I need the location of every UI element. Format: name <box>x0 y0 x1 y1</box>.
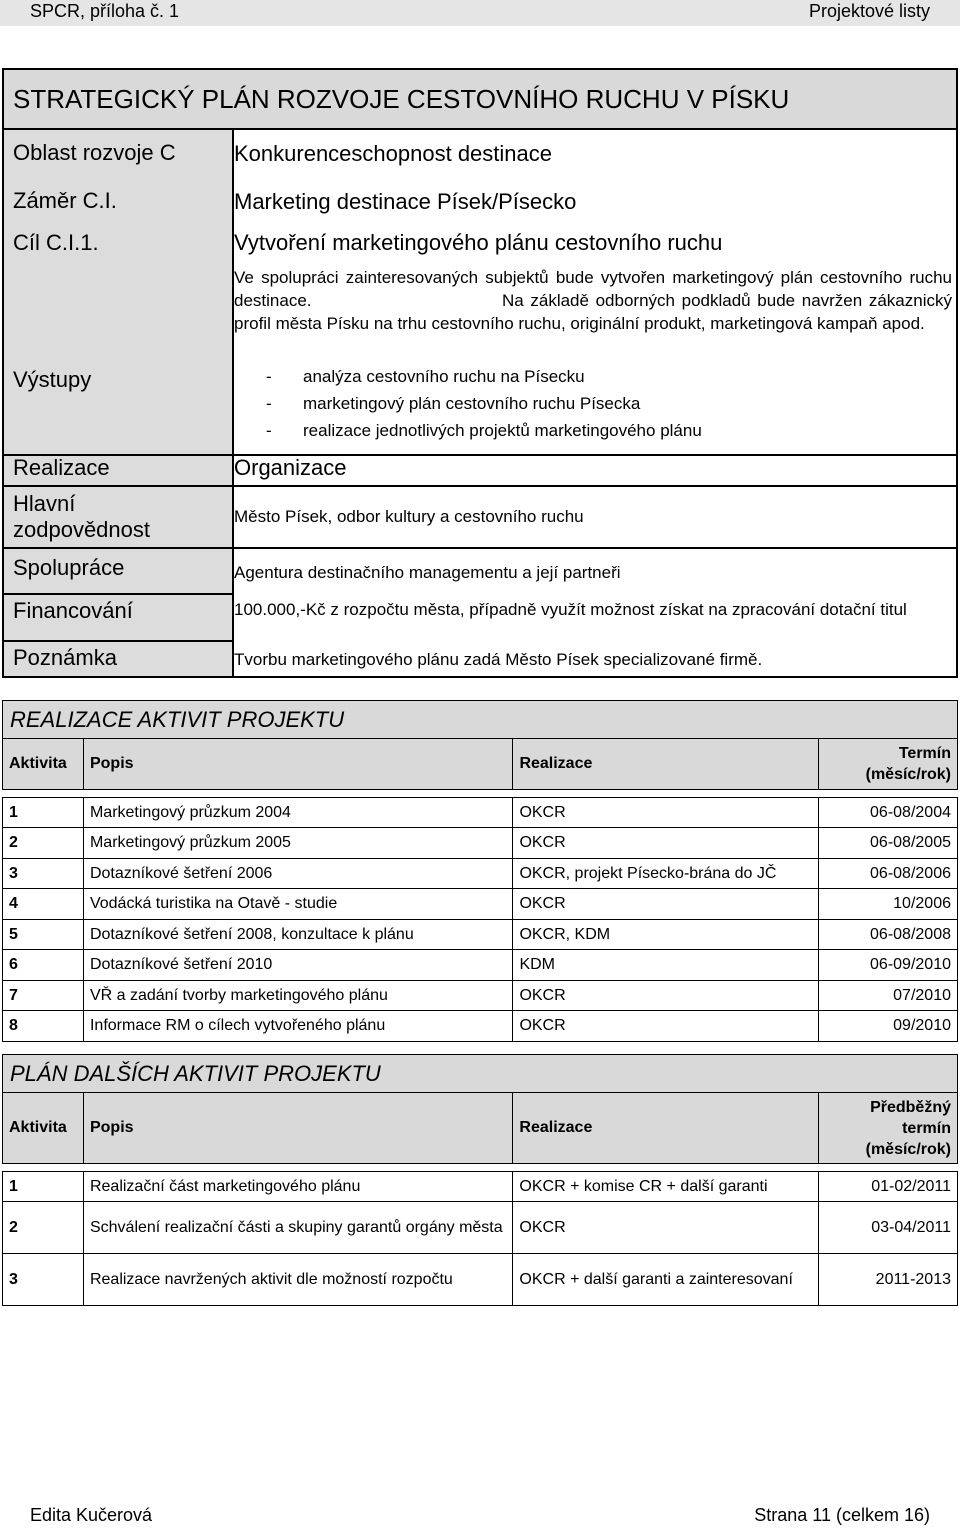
table-row <box>3 1172 958 1202</box>
row-number: 8 <box>3 1011 84 1042</box>
row-popis: Marketingový průzkum 2004 <box>83 798 512 828</box>
header-termin: Termín (měsíc/rok) <box>819 739 958 790</box>
label-cil: Cíl C.I.1. <box>13 230 99 255</box>
label-realizace: Realizace <box>13 455 110 480</box>
header-aktivita: Aktivita <box>3 739 84 790</box>
row-popis: Informace RM o cílech vytvořeného plánu <box>83 1011 512 1042</box>
project-sheet <box>2 68 958 678</box>
row-number: 7 <box>3 981 84 1011</box>
label-oblast: Oblast rozvoje C <box>13 140 176 165</box>
table-row <box>3 798 958 828</box>
value-cil: Vytvoření marketingového plánu cestovního ruchu <box>234 230 723 255</box>
row-termin: 06-08/2008 <box>819 920 958 950</box>
row-termin: 09/2010 <box>819 1011 958 1042</box>
row-realizace: KDM <box>513 950 819 981</box>
output-dash: - <box>266 394 272 413</box>
row-realizace: OKCR, KDM <box>513 920 819 950</box>
table-row <box>3 859 958 889</box>
value-realizace: Organizace <box>234 455 347 480</box>
value-poznamka: Tvorbu marketingového plánu zadá Město Písek specializované firmě. <box>234 650 763 669</box>
value-oblast: Konkurenceschopnost destinace <box>234 141 552 166</box>
row-popis: Marketingový průzkum 2005 <box>83 828 512 859</box>
value-hlavni-zodpovednost: Město Písek, odbor kultury a cestovního ruchu <box>234 507 584 526</box>
header-left: SPCR, příloha č. 1 <box>30 1 180 21</box>
row-realizace: OKCR + komise CR + další garanti <box>513 1172 819 1202</box>
table-row <box>3 1254 958 1306</box>
label-zamer: Záměr C.I. <box>13 188 117 213</box>
divider-realizace <box>4 454 956 456</box>
row-realizace: OKCR <box>513 798 819 828</box>
row-number: 4 <box>3 889 84 920</box>
row-realizace: OKCR <box>513 828 819 859</box>
row-popis: Dotazníkové šetření 2008, konzultace k plánu <box>83 920 512 950</box>
row-realizace: OKCR <box>513 889 819 920</box>
header-termin: Předběžný termín (měsíc/rok) <box>819 1093 958 1164</box>
label-financovani: Financování <box>13 598 133 623</box>
output-text: analýza cestovního ruchu na Písecku <box>303 367 585 386</box>
activities-table <box>2 700 958 1042</box>
table-row <box>3 950 958 981</box>
row-number: 5 <box>3 920 84 950</box>
divider-financovani <box>4 593 232 595</box>
row-number: 2 <box>3 1202 84 1254</box>
header-right: Projektové listy <box>808 1 930 21</box>
row-termin: 10/2006 <box>819 889 958 920</box>
label-hlavni-zodpovednost: Hlavní zodpovědnost <box>13 491 150 542</box>
header-realizace: Realizace <box>513 739 819 790</box>
table-row <box>3 981 958 1011</box>
plan-caption: PLÁN DALŠÍCH AKTIVIT PROJEKTU <box>3 1055 958 1093</box>
row-termin: 06-08/2006 <box>819 859 958 889</box>
row-termin: 2011-2013 <box>819 1254 958 1306</box>
running-header <box>0 0 960 26</box>
cil-description-1: Ve spolupráci zainteresovaných subjektů bude vytvořen marketingový plán cestovního ruchu destinace. <box>234 268 952 310</box>
label-vystupy: Výstupy <box>13 367 92 392</box>
row-termin: 01-02/2011 <box>819 1172 958 1202</box>
plan-table <box>2 1054 958 1306</box>
spacer-row <box>3 790 958 798</box>
divider-hlavni <box>4 485 956 487</box>
footer-page-number: Strana 11 (celkem 16) <box>754 1505 930 1525</box>
activities-caption: REALIZACE AKTIVIT PROJEKTU <box>3 701 958 739</box>
table-row <box>3 828 958 859</box>
row-termin: 06-09/2010 <box>819 950 958 981</box>
row-termin: 06-08/2005 <box>819 828 958 859</box>
output-dash: - <box>266 367 272 386</box>
cil-description-2: Na základě odborných podkladů bude navržen zákaznický profil města Písku na trhu cestovního ruchu, originální produkt, marketingová kampaň apod. <box>234 291 952 333</box>
row-popis: Schválení realizační části a skupiny garantů orgány města <box>83 1202 512 1254</box>
row-popis: Dotazníkové šetření 2010 <box>83 950 512 981</box>
row-popis: Vodácká turistika na Otavě - studie <box>83 889 512 920</box>
header-popis: Popis <box>83 1093 512 1164</box>
sheet-title: STRATEGICKÝ PLÁN ROZVOJE CESTOVNÍHO RUCHU V PÍSKU <box>13 84 790 114</box>
row-termin: 07/2010 <box>819 981 958 1011</box>
output-dash: - <box>266 421 272 440</box>
spacer-row <box>3 1164 958 1172</box>
row-number: 1 <box>3 1172 84 1202</box>
row-number: 6 <box>3 950 84 981</box>
value-financovani: 100.000,-Kč z rozpočtu města, případně využít možnost získat na zpracování dotační titul <box>234 600 907 619</box>
table-row <box>3 889 958 920</box>
output-text: realizace jednotlivých projektů marketingového plánu <box>303 421 702 440</box>
value-zamer: Marketing destinace Písek/Písecko <box>234 189 577 214</box>
row-number: 3 <box>3 1254 84 1306</box>
header-aktivita: Aktivita <box>3 1093 84 1164</box>
row-popis: Realizační část marketingového plánu <box>83 1172 512 1202</box>
value-spoluprace: Agentura destinačního managementu a její partneři <box>234 563 621 582</box>
row-termin: 03-04/2011 <box>819 1202 958 1254</box>
row-popis: Realizace navržených aktivit dle možností rozpočtu <box>83 1254 512 1306</box>
divider-poznamka <box>4 640 232 642</box>
row-realizace: OKCR <box>513 1202 819 1254</box>
row-realizace: OKCR + další garanti a zainteresovaní <box>513 1254 819 1306</box>
table-row <box>3 1011 958 1042</box>
row-popis: Dotazníkové šetření 2006 <box>83 859 512 889</box>
row-realizace: OKCR <box>513 1011 819 1042</box>
sheet-title-bar <box>4 70 956 130</box>
table-row <box>3 1202 958 1254</box>
table-row <box>3 920 958 950</box>
row-realizace: OKCR <box>513 981 819 1011</box>
row-number: 2 <box>3 828 84 859</box>
header-realizace: Realizace <box>513 1093 819 1164</box>
row-number: 3 <box>3 859 84 889</box>
row-realizace: OKCR, projekt Písecko-brána do JČ <box>513 859 819 889</box>
label-spoluprace: Spolupráce <box>13 555 125 580</box>
footer-author: Edita Kučerová <box>30 1505 153 1525</box>
label-poznamka: Poznámka <box>13 645 117 670</box>
output-text: marketingový plán cestovního ruchu Písecka <box>303 394 641 413</box>
row-popis: VŘ a zadání tvorby marketingového plánu <box>83 981 512 1011</box>
row-number: 1 <box>3 798 84 828</box>
divider-spoluprace <box>4 547 956 549</box>
header-popis: Popis <box>83 739 512 790</box>
row-termin: 06-08/2004 <box>819 798 958 828</box>
